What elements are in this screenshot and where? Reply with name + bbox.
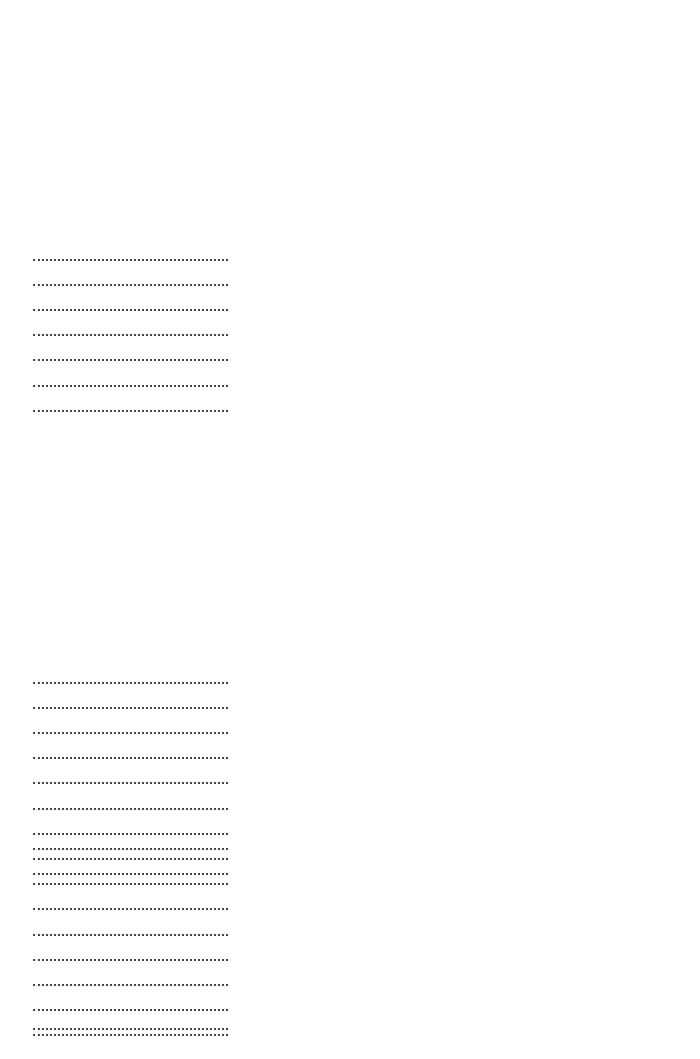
dot-leader [33,1009,228,1011]
index-entry [30,322,230,346]
index-entry [30,246,230,270]
dot-leader [33,908,228,910]
index-entry [30,835,230,859]
dot-leader [33,984,228,986]
index-entry [30,719,230,743]
index-entry [30,397,230,421]
dot-leader [33,757,228,759]
index-entry [30,694,230,718]
index-entry [30,347,230,371]
index-entry [30,946,230,970]
dot-leader [33,682,228,684]
dot-leader [33,309,228,311]
index-entry [30,1015,230,1039]
dot-leader [33,808,228,810]
dot-leader [33,284,228,286]
index-entry [30,669,230,693]
index-entry [30,770,230,794]
index-entry [30,745,230,769]
dot-leader [33,873,228,875]
dot-leader [33,410,228,412]
dot-leader [33,359,228,361]
index-entry [30,921,230,945]
index-entry [30,971,230,995]
index-entry [30,271,230,295]
dot-leader [33,782,228,784]
dot-leader [33,385,228,387]
dot-leader [33,334,228,336]
dot-leader [33,1028,228,1030]
index-entry [30,860,230,884]
dot-leader [33,848,228,850]
index-entry [30,896,230,920]
index-entry [30,372,230,396]
index-entry [30,795,230,819]
dot-leader [33,959,228,961]
dot-leader [33,259,228,261]
index-entry [30,296,230,320]
dot-leader [33,707,228,709]
dot-leader [33,732,228,734]
dot-leader [33,934,228,936]
